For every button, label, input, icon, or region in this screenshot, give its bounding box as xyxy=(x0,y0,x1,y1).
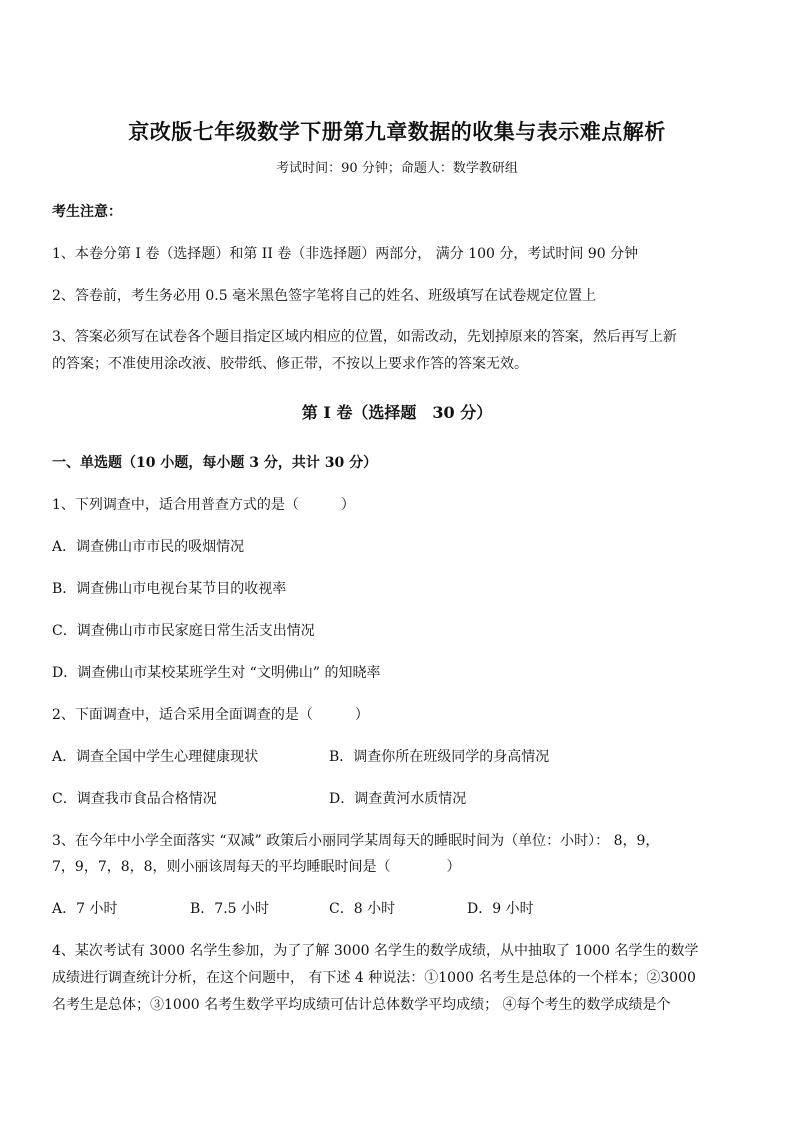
q4-stem-line-3: 名考生是总体；③1000 名考生数学平均成绩可估计总体数学平均成绩； ④每个考生的数学成绩是个 xyxy=(52,997,671,1013)
q2-stem: 2、下面调查中，适合采用全面调查的是（ ） xyxy=(52,707,369,723)
q3-stem-line-1: 3、在今年中小学全面落实 “双减” 政策后小丽同学某周每天的睡眠时间为（单位：小时）： 8，9， xyxy=(52,833,660,849)
q1-option-a: A．调查佛山市市民的吸烟情况 xyxy=(52,539,245,555)
q3-option-c: C．8 小时 xyxy=(329,901,396,917)
q2-option-b: B．调查你所在班级同学的身高情况 xyxy=(329,749,550,765)
q1-option-b: B．调查佛山市电视台某节目的收视率 xyxy=(52,581,287,597)
part-heading: 一、单选题（10 小题，每小题 3 分，共计 30 分） xyxy=(52,455,378,471)
q1-stem: 1、下列调查中，适合用普查方式的是（ ） xyxy=(52,497,355,513)
q1-option-c: C．调查佛山市市民家庭日常生活支出情况 xyxy=(52,623,315,639)
notice-item-3-line-1: 3、答案必须写在试卷各个题目指定区域内相应的位置，如需改动，先划掉原来的答案，然后再写上新 xyxy=(52,329,677,345)
q2-option-a: A．调查全国中学生心理健康现状 xyxy=(52,749,259,765)
notice-heading: 考生注意： xyxy=(52,204,122,220)
q4-stem-line-2: 成绩进行调查统计分析，在这个问题中， 有下述 4 种说法：①1000 名考生是总体的一个样本；②3000 xyxy=(52,970,696,986)
notice-item-1: 1、本卷分第 I 卷（选择题）和第 II 卷（非选择题）两部分， 满分 100 分，考试时间 90 分钟 xyxy=(52,246,639,262)
q2-option-d: D．调查黄河水质情况 xyxy=(329,791,467,807)
q3-option-a: A．7 小时 xyxy=(52,901,118,917)
q1-option-d: D．调查佛山市某校某班学生对 “文明佛山” 的知晓率 xyxy=(52,665,381,681)
q3-option-b: B．7.5 小时 xyxy=(190,901,270,917)
q3-stem-line-2: 7，9，7，8，8，则小丽该周每天的平均睡眠时间是（ ） xyxy=(52,859,461,875)
notice-item-2: 2、答卷前，考生务必用 0.5 毫米黑色签字笔将自己的姓名、班级填写在试卷规定位置上 xyxy=(52,288,597,304)
q3-option-d: D．9 小时 xyxy=(467,901,534,917)
q2-option-c: C．调查我市食品合格情况 xyxy=(52,791,217,807)
section-title: 第 I 卷（选择题 30 分） xyxy=(301,403,493,422)
exam-subtitle: 考试时间：90 分钟；命题人：数学教研组 xyxy=(276,161,518,176)
exam-title: 京改版七年级数学下册第九章数据的收集与表示难点解析 xyxy=(128,119,666,144)
q4-stem-line-1: 4、某次考试有 3000 名学生参加，为了了解 3000 名学生的数学成绩，从中抽取了 1000 名学生的数学 xyxy=(52,943,699,959)
notice-item-3-line-2: 的答案；不准使用涂改液、胶带纸、修正带，不按以上要求作答的答案无效。 xyxy=(52,356,528,372)
